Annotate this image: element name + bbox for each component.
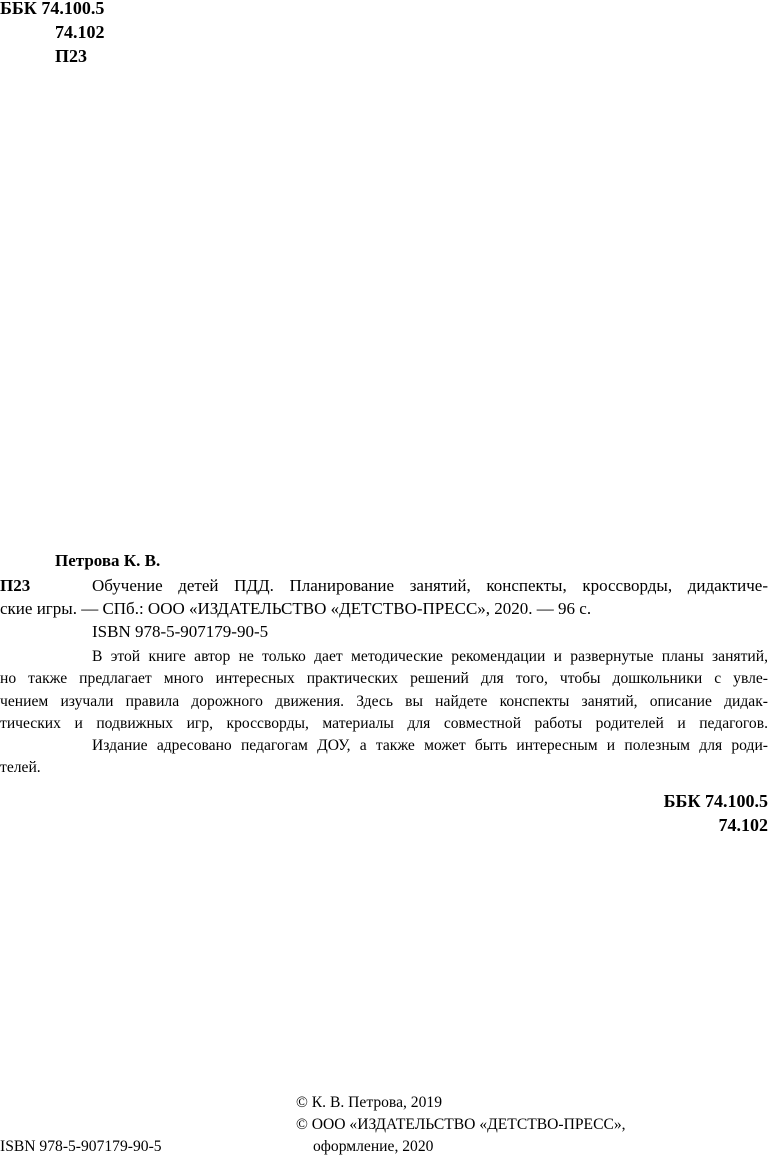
copyright-author: © К. В. Петрова, 2019 (296, 1094, 442, 1112)
annotation (55, 646, 768, 780)
bbk-index-secondary: 74.102 (55, 22, 105, 43)
copyright-design: оформление, 2020 (313, 1138, 433, 1156)
annotation-line: Издание адресовано педагогам ДОУ, а также может быть интересным и полезным для роди- (55, 735, 768, 757)
annotation-line: тических и подвижных игр, кроссворды, материалы для совместной работы родителей и педагогов. (0, 713, 768, 735)
copyright-publisher: © ООО «ИЗДАТЕЛЬСТВО «ДЕТСТВО-ПРЕСС», (296, 1116, 626, 1134)
bib-line: Обучение детей ПДД. Планирование занятий, конспекты, кроссворды, дидактиче- (55, 574, 768, 597)
annotation-line: но также предлагает много интересных практических решений для того, чтобы дошкольники с увле- (0, 668, 768, 690)
bib-line: ские игры. — СПб.: ООО «ИЗДАТЕЛЬСТВО «ДЕТСТВО-ПРЕСС», 2020. — 96 с. (0, 597, 768, 620)
author-mark: П23 (55, 46, 87, 67)
isbn-footer: ISBN 978-5-907179-90-5 (0, 1138, 162, 1156)
bbk-footer: ББК 74.100.5 (664, 791, 768, 812)
annotation-line: чением изучали правила дорожного движения. Здесь вы найдете конспекты занятий, описание дидак- (0, 691, 768, 713)
bbk-index: ББК 74.100.5 (0, 0, 104, 19)
author-mark-entry: П23 (0, 576, 30, 596)
annotation-line: телей. (0, 757, 768, 779)
annotation-line: В этой книге автор не только дает методические рекомендации и развернутые планы занятий, (55, 646, 768, 668)
bibliographic-record (55, 574, 768, 643)
isbn-line: ISBN 978-5-907179-90-5 (55, 620, 768, 643)
author-name: Петрова К. В. (55, 551, 160, 571)
bbk-footer-secondary: 74.102 (719, 815, 768, 836)
